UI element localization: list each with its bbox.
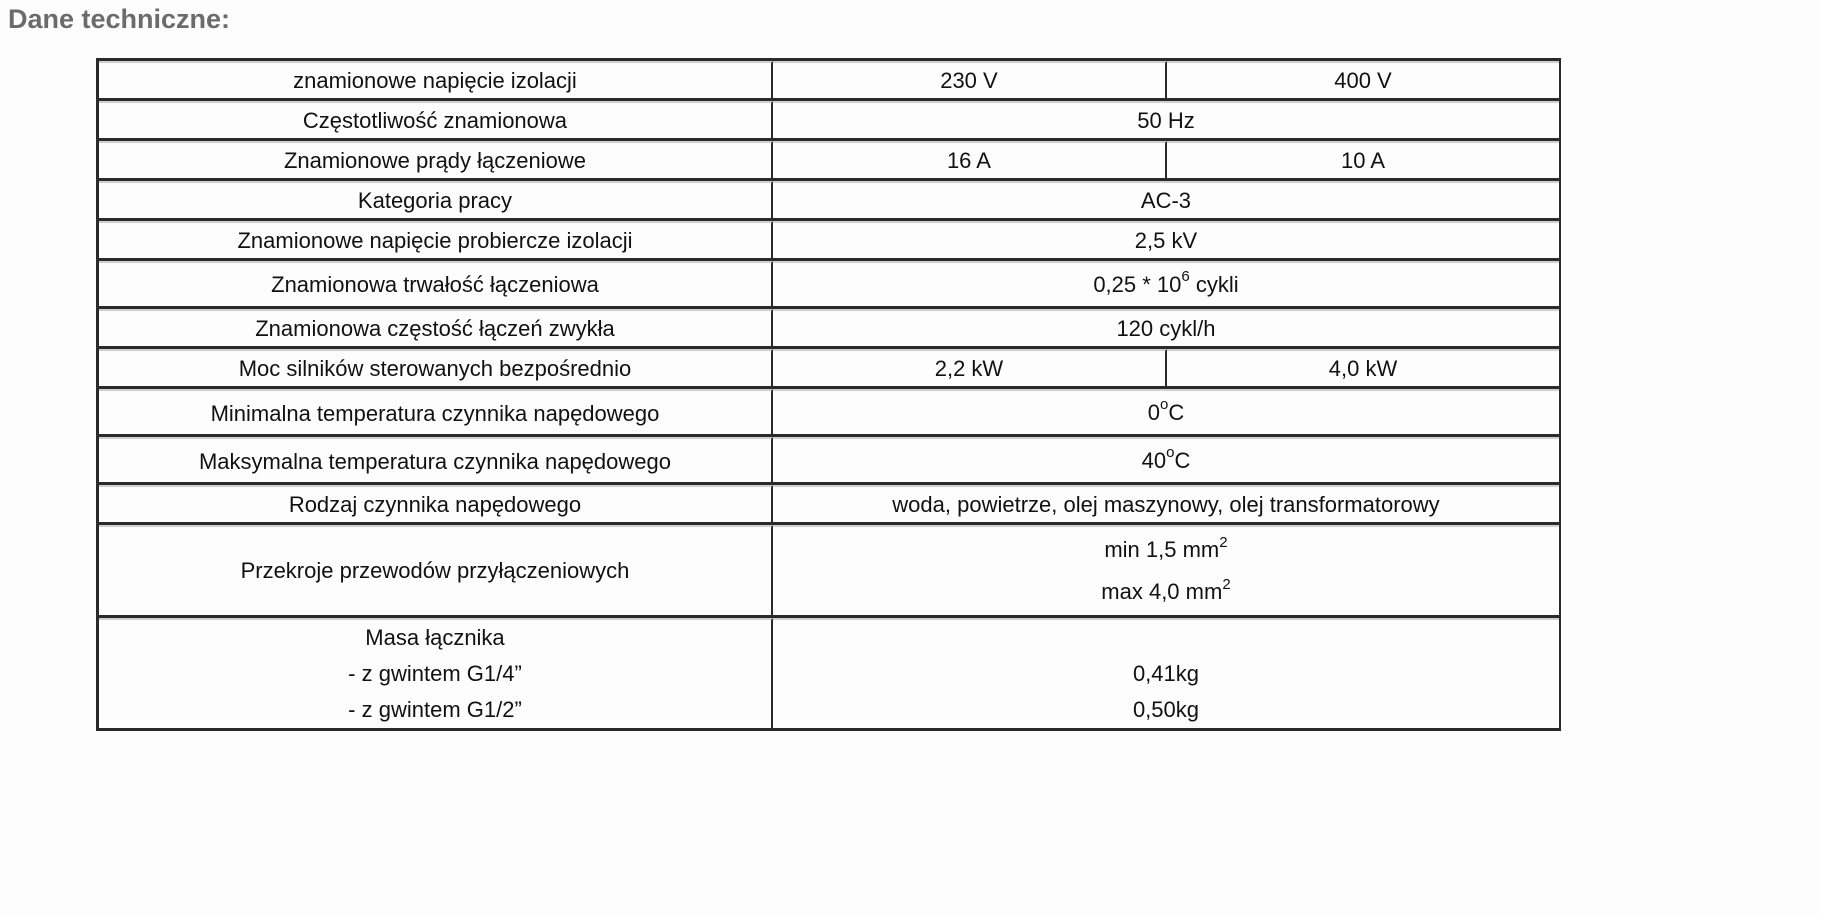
row-value: 2,2 kW xyxy=(773,349,1167,389)
table-row xyxy=(99,141,1559,181)
row-label: Rodzaj czynnika napędowego xyxy=(99,485,773,525)
row-value: 2,5 kV xyxy=(773,221,1559,261)
table-row xyxy=(99,101,1559,141)
label-line: Masa łącznika xyxy=(365,625,505,650)
row-label: Znamionowe prądy łączeniowe xyxy=(99,141,773,181)
label-line: - z gwintem G1/2” xyxy=(348,697,522,722)
table-row xyxy=(99,309,1559,349)
page-title: Dane techniczne: xyxy=(8,4,231,34)
row-value: AC-3 xyxy=(773,181,1559,221)
row-label: Przekroje przewodów przyłączeniowych xyxy=(99,525,773,618)
table-row xyxy=(99,525,1559,618)
table-row xyxy=(99,618,1559,728)
row-value xyxy=(773,618,1559,728)
technical-data-table xyxy=(96,58,1561,731)
row-label: Znamionowa częstość łączeń zwykła xyxy=(99,309,773,349)
row-label: znamionowe napięcie izolacji xyxy=(99,61,773,101)
row-label: Minimalna temperatura czynnika napędowego xyxy=(99,389,773,437)
row-value: 0$^o$C xyxy=(773,389,1559,437)
row-label: Częstotliwość znamionowa xyxy=(99,101,773,141)
row-label: Znamionowe napięcie probiercze izolacji xyxy=(99,221,773,261)
table-row xyxy=(99,437,1559,485)
table-row xyxy=(99,389,1559,437)
row-label: Kategoria pracy xyxy=(99,181,773,221)
value-line: 0,50kg xyxy=(1132,697,1199,722)
table-row xyxy=(99,221,1559,261)
value-line xyxy=(777,620,1555,656)
table-row xyxy=(99,61,1559,101)
table-row xyxy=(99,181,1559,221)
row-value: 50 Hz xyxy=(773,101,1559,141)
row-value: 400 V xyxy=(1167,61,1559,101)
value-line: max 4,0 $mm^2$ xyxy=(1101,575,1231,604)
row-value: woda, powietrze, olej maszynowy, olej transformatorowy xyxy=(773,485,1559,525)
row-value: 40$^o$C xyxy=(773,437,1559,485)
row-value: 16 A xyxy=(773,141,1167,181)
row-value xyxy=(773,525,1559,618)
table-row xyxy=(99,349,1559,389)
row-label: Maksymalna temperatura czynnika napędowego xyxy=(99,437,773,485)
row-label xyxy=(99,618,773,728)
row-value: 10 A xyxy=(1167,141,1559,181)
value-line: min 1,5 $mm^2$ xyxy=(1104,533,1228,562)
label-line: - z gwintem G1/4” xyxy=(348,661,522,686)
table-row xyxy=(99,485,1559,525)
value-line: 0,41kg xyxy=(1132,661,1199,686)
row-label: Moc silników sterowanych bezpośrednio xyxy=(99,349,773,389)
row-value: $0,25 * 10^6$ cykli xyxy=(773,261,1559,309)
row-value: 120 cykl/h xyxy=(773,309,1559,349)
row-label: Znamionowa trwałość łączeniowa xyxy=(99,261,773,309)
table-row xyxy=(99,261,1559,309)
row-value: 230 V xyxy=(773,61,1167,101)
row-value: 4,0 kW xyxy=(1167,349,1559,389)
